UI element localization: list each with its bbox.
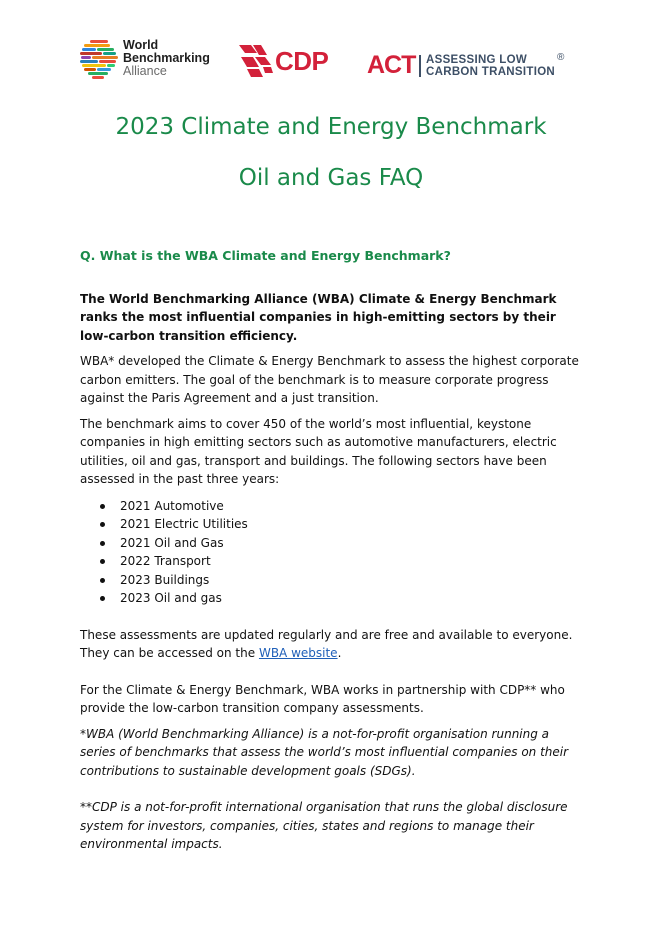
faq-content <box>80 247 585 854</box>
act-line2: CARBON TRANSITION <box>426 66 556 78</box>
footnote-cdp: **CDP is a not-for-profit international organisation that runs the global disclosure system for investors, companies, cities, states and regions to manage their environmental impacts. <box>80 800 568 851</box>
paragraph-availability <box>80 626 585 663</box>
act-wordmark: ACT <box>367 51 416 79</box>
page-subtitle: Oil and Gas FAQ <box>238 165 424 191</box>
wba-wordmark <box>123 39 210 78</box>
availability-text: These assessments are updated regularly and are free and available to everyone. They can be accessed on the <box>80 627 573 660</box>
list-item: 2021 Automotive <box>120 497 585 516</box>
logo-row <box>80 34 580 90</box>
act-line1: ASSESSING LOW <box>426 54 528 66</box>
list-item: 2021 Electric Utilities <box>120 515 585 534</box>
faq-question: Q. What is the WBA Climate and Energy Benchmark? <box>80 248 451 263</box>
wba-line3: Alliance <box>123 64 167 78</box>
sector-list <box>80 497 585 608</box>
wba-stripes-icon <box>80 38 120 80</box>
list-item: 2023 Buildings <box>120 571 585 590</box>
act-divider <box>419 55 421 77</box>
availability-end: . <box>337 646 342 660</box>
cdp-mark-icon <box>237 43 275 79</box>
list-item: 2022 Transport <box>120 552 585 571</box>
wba-logo <box>80 38 220 82</box>
paragraph-partnership: For the Climate & Energy Benchmark, WBA works in partnership with CDP** who provide the low-carbon transition company assessments. <box>80 682 565 715</box>
registered-mark: ® <box>557 52 565 63</box>
act-subtitle <box>426 54 555 78</box>
list-item: 2023 Oil and gas <box>120 589 585 608</box>
page-title: 2023 Climate and Energy Benchmark <box>115 114 547 140</box>
footnote-wba: *WBA (World Benchmarking Alliance) is a not-for-profit organisation running a series of benchmarks that assess the world’s most influential companies on their contributions to sustainable development goals (SDGs). <box>80 726 569 778</box>
faq-lead: The World Benchmarking Alliance (WBA) Climate & Energy Benchmark ranks the most influential companies in high-emitting sectors by their low-carbon transition efficiency. <box>80 291 557 343</box>
cdp-wordmark: CDP <box>275 46 329 76</box>
paragraph-coverage: The benchmark aims to cover 450 of the world’s most influential, keystone companies in high emitting sectors such as automotive manufacturers, electric utilities, oil and gas, transport and buildings. The following sectors have been assessed in the past three years: <box>80 416 557 486</box>
list-item: 2021 Oil and Gas <box>120 534 585 553</box>
act-logo <box>367 52 582 82</box>
cdp-logo <box>237 43 337 79</box>
wba-line1: World <box>123 38 159 52</box>
wba-line2: Benchmarking <box>123 51 210 65</box>
paragraph-purpose: WBA* developed the Climate & Energy Benchmark to assess the highest corporate carbon emitters. The goal of the benchmark is to measure corporate progress against the Paris Agreement and a just transition. <box>80 354 579 405</box>
wba-website-link[interactable]: WBA website <box>258 646 338 660</box>
